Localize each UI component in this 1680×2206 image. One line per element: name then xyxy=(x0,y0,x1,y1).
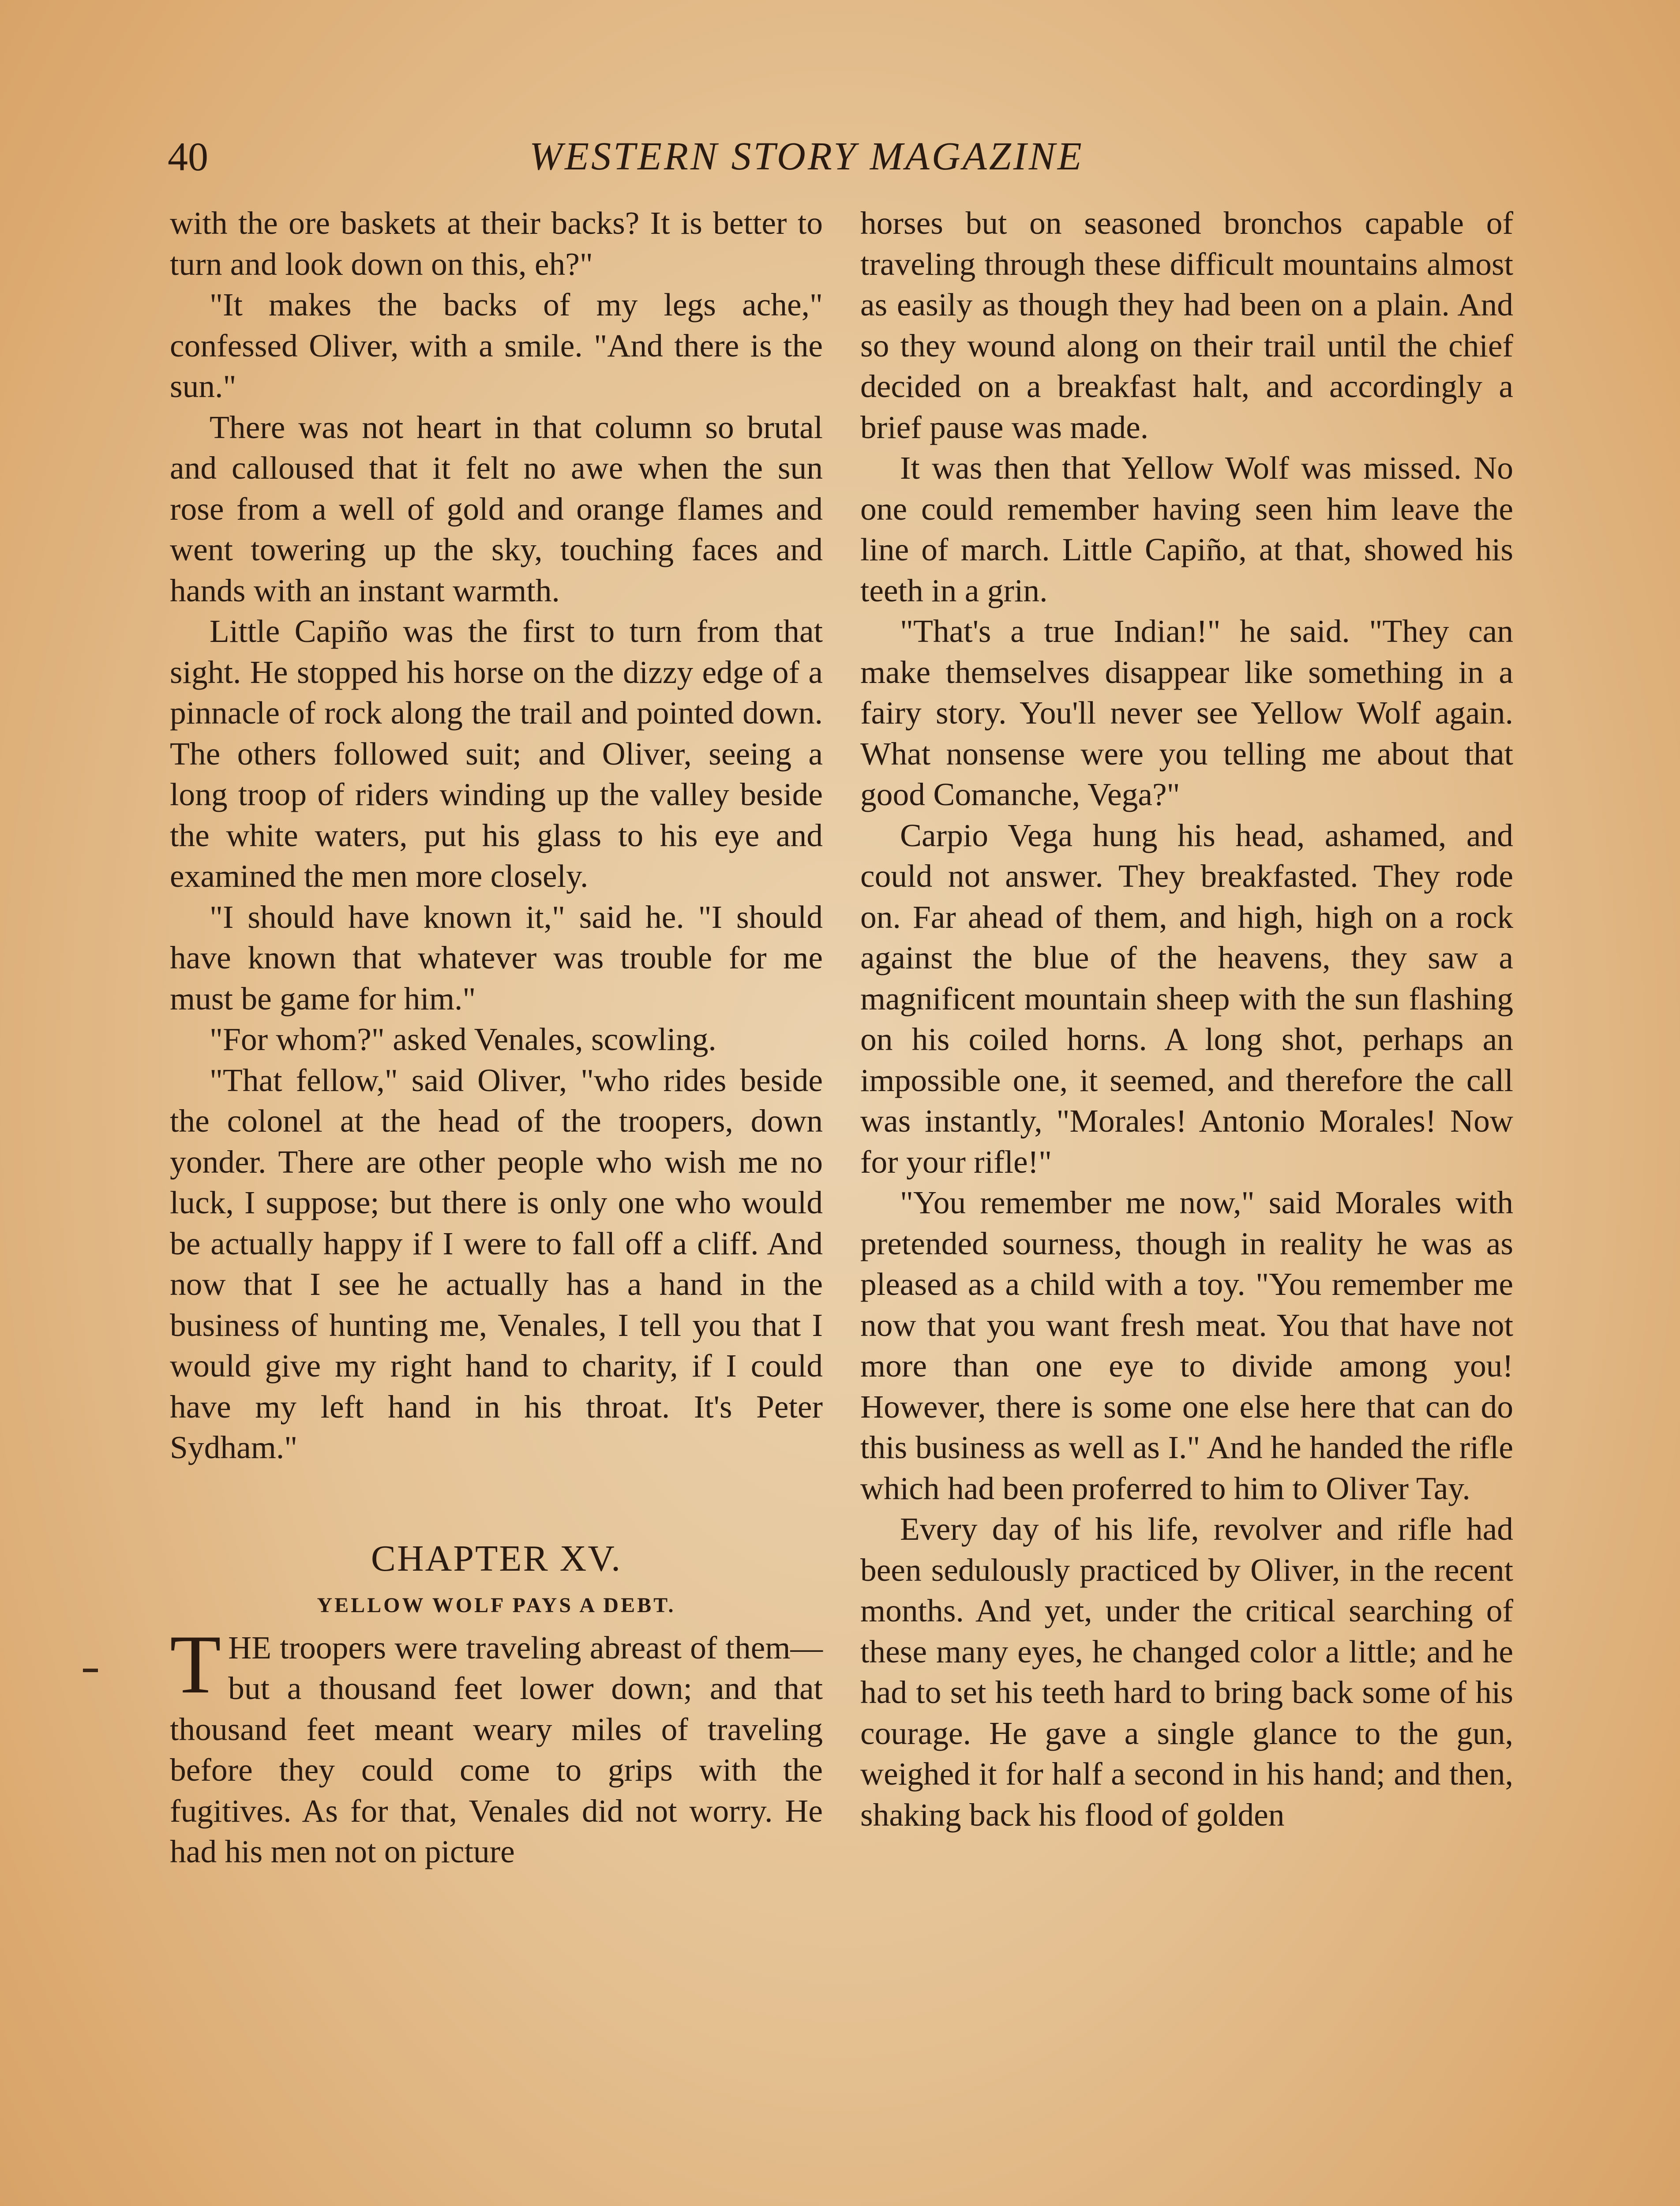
paragraph: "You remember me now," said Morales with pretended sourness, though in reality he was as pleased as a child with a toy. "You remember me now that you want fresh meat. You that have not more than one eye to divide among you! However, there is some one else here that can do this business as well as I." And he handed the rifle which had been proferred to him to Oliver Tay. xyxy=(860,1185,1513,1506)
paragraph: with the ore baskets at their backs? It is better to turn and look down on this, eh?" xyxy=(170,205,823,282)
drop-cap: T xyxy=(170,1618,221,1711)
chapter-opening-paragraph xyxy=(170,1618,823,1872)
chapter-subtitle: YELLOW WOLF PAYS A DEBT. xyxy=(317,1593,676,1617)
paragraph: horses but on seasoned bronchos capable of traveling through these difficult mountains almost as easily as though they had been on a plain. And so they wound along on their trail until the chief decided on a breakfast halt, and accordingly a brief pause was made. xyxy=(860,205,1513,445)
paragraph: "That fellow," said Oliver, "who rides beside the colonel at the head of the troopers, down yonder. There are other people who wish me no luck, I suppose; but there is only one who would be actually happy if I were to fall off a cliff. And now that I see he actually has a hand in the business of hunting me, Venales, I tell you that I would give my right hand to charity, if I could have my left hand in his throat. It's Peter Sydham." xyxy=(170,1062,823,1465)
paragraph: It was then that Yellow Wolf was missed. No one could remember having seen him leave the line of march. Little Capiño, at that, showed his teeth in a grin. xyxy=(860,450,1513,608)
magazine-title: WESTERN STORY MAGAZINE xyxy=(529,135,1084,178)
paragraph: There was not heart in that column so brutal and calloused that it felt no awe when the sun rose from a well of gold and orange flames and went towering up the sky, touching faces and hands with an instant warmth. xyxy=(170,409,823,608)
paragraph: "It makes the backs of my legs ache," confessed Oliver, with a smile. "And there is the sun." xyxy=(170,287,823,404)
paragraph: Every day of his life, revolver and rifle had been sedulously practiced by Oliver, in the recent months. And yet, under the critical searching of these many eyes, he changed color a little; and he had to set his teeth hard to bring back some of his courage. He gave a single glance to the gun, weighed it for half a second in his hand; and then, shaking back his flood of golden xyxy=(860,1511,1513,1833)
left-column xyxy=(170,203,823,1872)
page-header xyxy=(168,124,1084,190)
paragraph: Carpio Vega hung his head, ashamed, and could not answer. They breakfasted. They rode on. Far ahead of them, and high, high on a rock against the blue of the heavens, they saw a magnificent mountain sheep with the sun flashing on his coiled horns. A long shot, perhaps an impossible one, it seemed, and therefore the call was instantly, "Morales! Antonio Morales! Now for your rifle!" xyxy=(860,817,1513,1180)
page-number: 40 xyxy=(168,134,208,179)
paragraph-text: HE troopers were traveling abreast of them—but a thousand feet lower down; and that thousand feet meant weary miles of traveling before they could come to grips with the fugitives. As for that, Venales did not worry. He had his men not on picture xyxy=(170,1629,823,1869)
chapter-title: CHAPTER XV. xyxy=(371,1538,622,1579)
paragraph: "That's a true Indian!" he said. "They can make themselves disappear like something in a fairy story. You'll never see Yellow Wolf again. What nonsense were you telling me about that good Comanche, Vega?" xyxy=(860,613,1513,812)
paragraph: "I should have known it," said he. "I should have known that whatever was trouble for me must be game for him." xyxy=(170,899,823,1017)
margin-mark xyxy=(83,1669,98,1672)
paragraph: "For whom?" asked Venales, scowling. xyxy=(210,1021,716,1057)
paragraph: Little Capiño was the first to turn from that sight. He stopped his horse on the dizzy edge of a pinnacle of rock along the trail and pointed down. The others followed suit; and Oliver, seeing a long troop of riders winding up the valley beside the white waters, put his glass to his eye and examined the men more closely. xyxy=(170,613,823,894)
right-column xyxy=(860,203,1513,1835)
